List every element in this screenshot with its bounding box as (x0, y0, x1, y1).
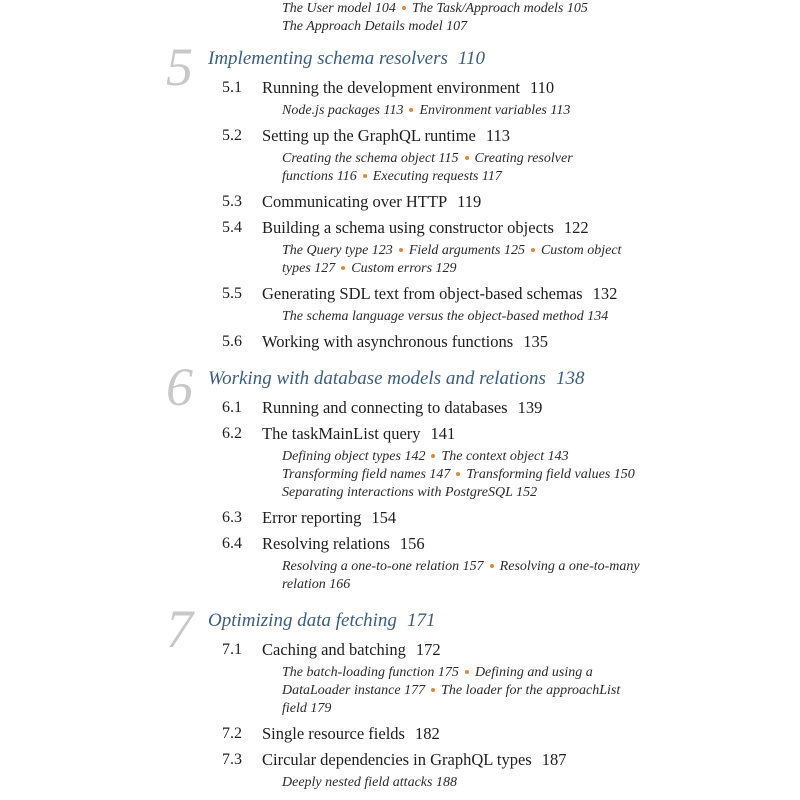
subsection-entry: The Approach Details model 107 (282, 19, 468, 34)
chapter-number: 5 (166, 37, 193, 97)
subsection-entry: The Task/Approach models 105 (411, 1, 588, 16)
chapter-title (208, 48, 485, 70)
section-title (262, 192, 481, 212)
bullet-separator (402, 6, 406, 10)
section-page-number: 182 (414, 724, 440, 743)
section-title (262, 750, 566, 770)
subsection-line (282, 700, 331, 718)
section-number: 5.1 (222, 79, 242, 96)
chapter-title-text: Implementing schema resolvers (208, 48, 448, 69)
subsection-entry: Executing requests 117 (372, 169, 502, 184)
chapter-title-text: Working with database models and relations (208, 368, 546, 389)
bullet-separator (531, 248, 535, 252)
subsection-entry: The batch-loading function 175 (282, 665, 459, 680)
section-title-text: Working with asynchronous functions (262, 332, 514, 351)
subsection-line (282, 18, 467, 36)
bullet-separator (465, 670, 469, 674)
section-number: 7.3 (222, 751, 242, 768)
section-title-text: Resolving relations (262, 534, 390, 553)
subsection-entry: Node.js packages 113 (282, 103, 404, 118)
section-title (262, 508, 396, 528)
subsection-entry: Separating interactions with PostgreSQL 152 (282, 485, 538, 500)
section-page-number: 154 (371, 508, 397, 527)
section-number: 5.3 (222, 193, 242, 210)
subsection-line (282, 102, 570, 120)
subsection-entry: Resolving a one-to-many (499, 559, 640, 574)
subsection-entry: The context object 143 (441, 449, 569, 464)
subsection-entry: Custom object (540, 243, 622, 258)
section-page-number: 141 (430, 424, 456, 443)
subsection-entry: Creating resolver (474, 151, 573, 166)
section-title (262, 424, 455, 444)
section-title (262, 126, 510, 146)
section-number: 5.4 (222, 219, 242, 236)
subsection-entry: Defining and using a (474, 665, 593, 680)
subsection-line (282, 0, 588, 18)
subsection-entry: The schema language versus the object-based method 134 (282, 309, 609, 324)
bullet-separator (341, 266, 345, 270)
subsection-entry: The User model 104 (282, 1, 396, 16)
section-number: 6.1 (222, 399, 242, 416)
section-title-text: Error reporting (262, 508, 362, 527)
section-page-number: 135 (523, 332, 548, 351)
bullet-separator (490, 564, 494, 568)
section-number: 7.2 (222, 725, 242, 742)
subsection-entry: DataLoader instance 177 (282, 683, 426, 698)
section-title (262, 332, 548, 352)
subsection-entry: types 127 (282, 261, 336, 276)
section-title (262, 78, 554, 98)
subsection-entry: Resolving a one-to-one relation 157 (282, 559, 484, 574)
chapter-page-number: 110 (457, 48, 485, 69)
subsection-line (282, 774, 457, 792)
subsection-entry: Transforming field names 147 (282, 467, 451, 482)
section-title (262, 398, 542, 418)
subsection-line (282, 682, 620, 700)
bullet-separator (456, 472, 460, 476)
chapter-title (208, 368, 584, 390)
chapter-title (208, 610, 435, 632)
subsection-entry: Creating the schema object 115 (282, 151, 459, 166)
section-title-text: Running and connecting to databases (262, 398, 508, 417)
section-title (262, 724, 440, 744)
section-page-number: 172 (415, 640, 441, 659)
section-number: 7.1 (222, 641, 242, 658)
section-number: 6.2 (222, 425, 242, 442)
subsection-entry: field 179 (282, 701, 332, 716)
subsection-entry: relation 166 (282, 577, 351, 592)
section-title (262, 640, 441, 660)
section-title-text: The taskMainList query (262, 424, 421, 443)
section-title-text: Caching and batching (262, 640, 406, 659)
chapter-number: 6 (166, 357, 193, 417)
chapter-title-text: Optimizing data fetching (208, 610, 397, 631)
bullet-separator (431, 454, 435, 458)
subsection-line (282, 466, 635, 484)
bullet-separator (363, 174, 367, 178)
chapter-number: 7 (166, 599, 193, 659)
section-page-number: 187 (541, 750, 567, 769)
subsection-entry: The loader for the approachList (441, 683, 621, 698)
subsection-line (282, 260, 457, 278)
section-page-number: 132 (592, 284, 618, 303)
section-page-number: 119 (457, 192, 482, 211)
section-page-number: 110 (530, 78, 555, 97)
subsection-entry: Environment variables 113 (419, 103, 571, 118)
section-title (262, 534, 425, 554)
section-number: 6.4 (222, 535, 242, 552)
section-title-text: Circular dependencies in GraphQL types (262, 750, 532, 769)
subsection-entry: Deeply nested field attacks 188 (282, 775, 457, 790)
section-number: 5.5 (222, 285, 242, 302)
subsection-line (282, 168, 502, 186)
section-title (262, 284, 617, 304)
subsection-line (282, 308, 608, 326)
chapter-page-number: 171 (406, 610, 436, 631)
section-number: 5.2 (222, 127, 242, 144)
section-title-text: Generating SDL text from object-based schemas (262, 284, 583, 303)
section-number: 5.6 (222, 333, 242, 350)
section-page-number: 156 (399, 534, 425, 553)
subsection-line (282, 558, 640, 576)
section-title (262, 218, 589, 238)
subsection-entry: Defining object types 142 (282, 449, 426, 464)
chapter-page-number: 138 (555, 368, 585, 389)
section-title-text: Single resource fields (262, 724, 405, 743)
bullet-separator (399, 248, 403, 252)
section-title-text: Building a schema using constructor objects (262, 218, 554, 237)
subsection-entry: functions 116 (282, 169, 357, 184)
toc-page (40, 0, 712, 800)
section-title-text: Setting up the GraphQL runtime (262, 126, 476, 145)
subsection-line (282, 484, 537, 502)
subsection-entry: Custom errors 129 (351, 261, 457, 276)
bullet-separator (431, 688, 435, 692)
section-page-number: 139 (517, 398, 543, 417)
subsection-line (282, 664, 593, 682)
subsection-entry: Field arguments 125 (408, 243, 525, 258)
section-page-number: 122 (563, 218, 589, 237)
bullet-separator (409, 108, 413, 112)
section-title-text: Communicating over HTTP (262, 192, 448, 211)
section-title-text: Running the development environment (262, 78, 520, 97)
subsection-entry: The Query type 123 (282, 243, 393, 258)
bullet-separator (465, 156, 469, 160)
subsection-entry: Transforming field values 150 (466, 467, 635, 482)
section-page-number: 113 (485, 126, 510, 145)
subsection-line (282, 448, 569, 466)
subsection-line (282, 576, 350, 594)
section-number: 6.3 (222, 509, 242, 526)
subsection-line (282, 242, 621, 260)
subsection-line (282, 150, 573, 168)
